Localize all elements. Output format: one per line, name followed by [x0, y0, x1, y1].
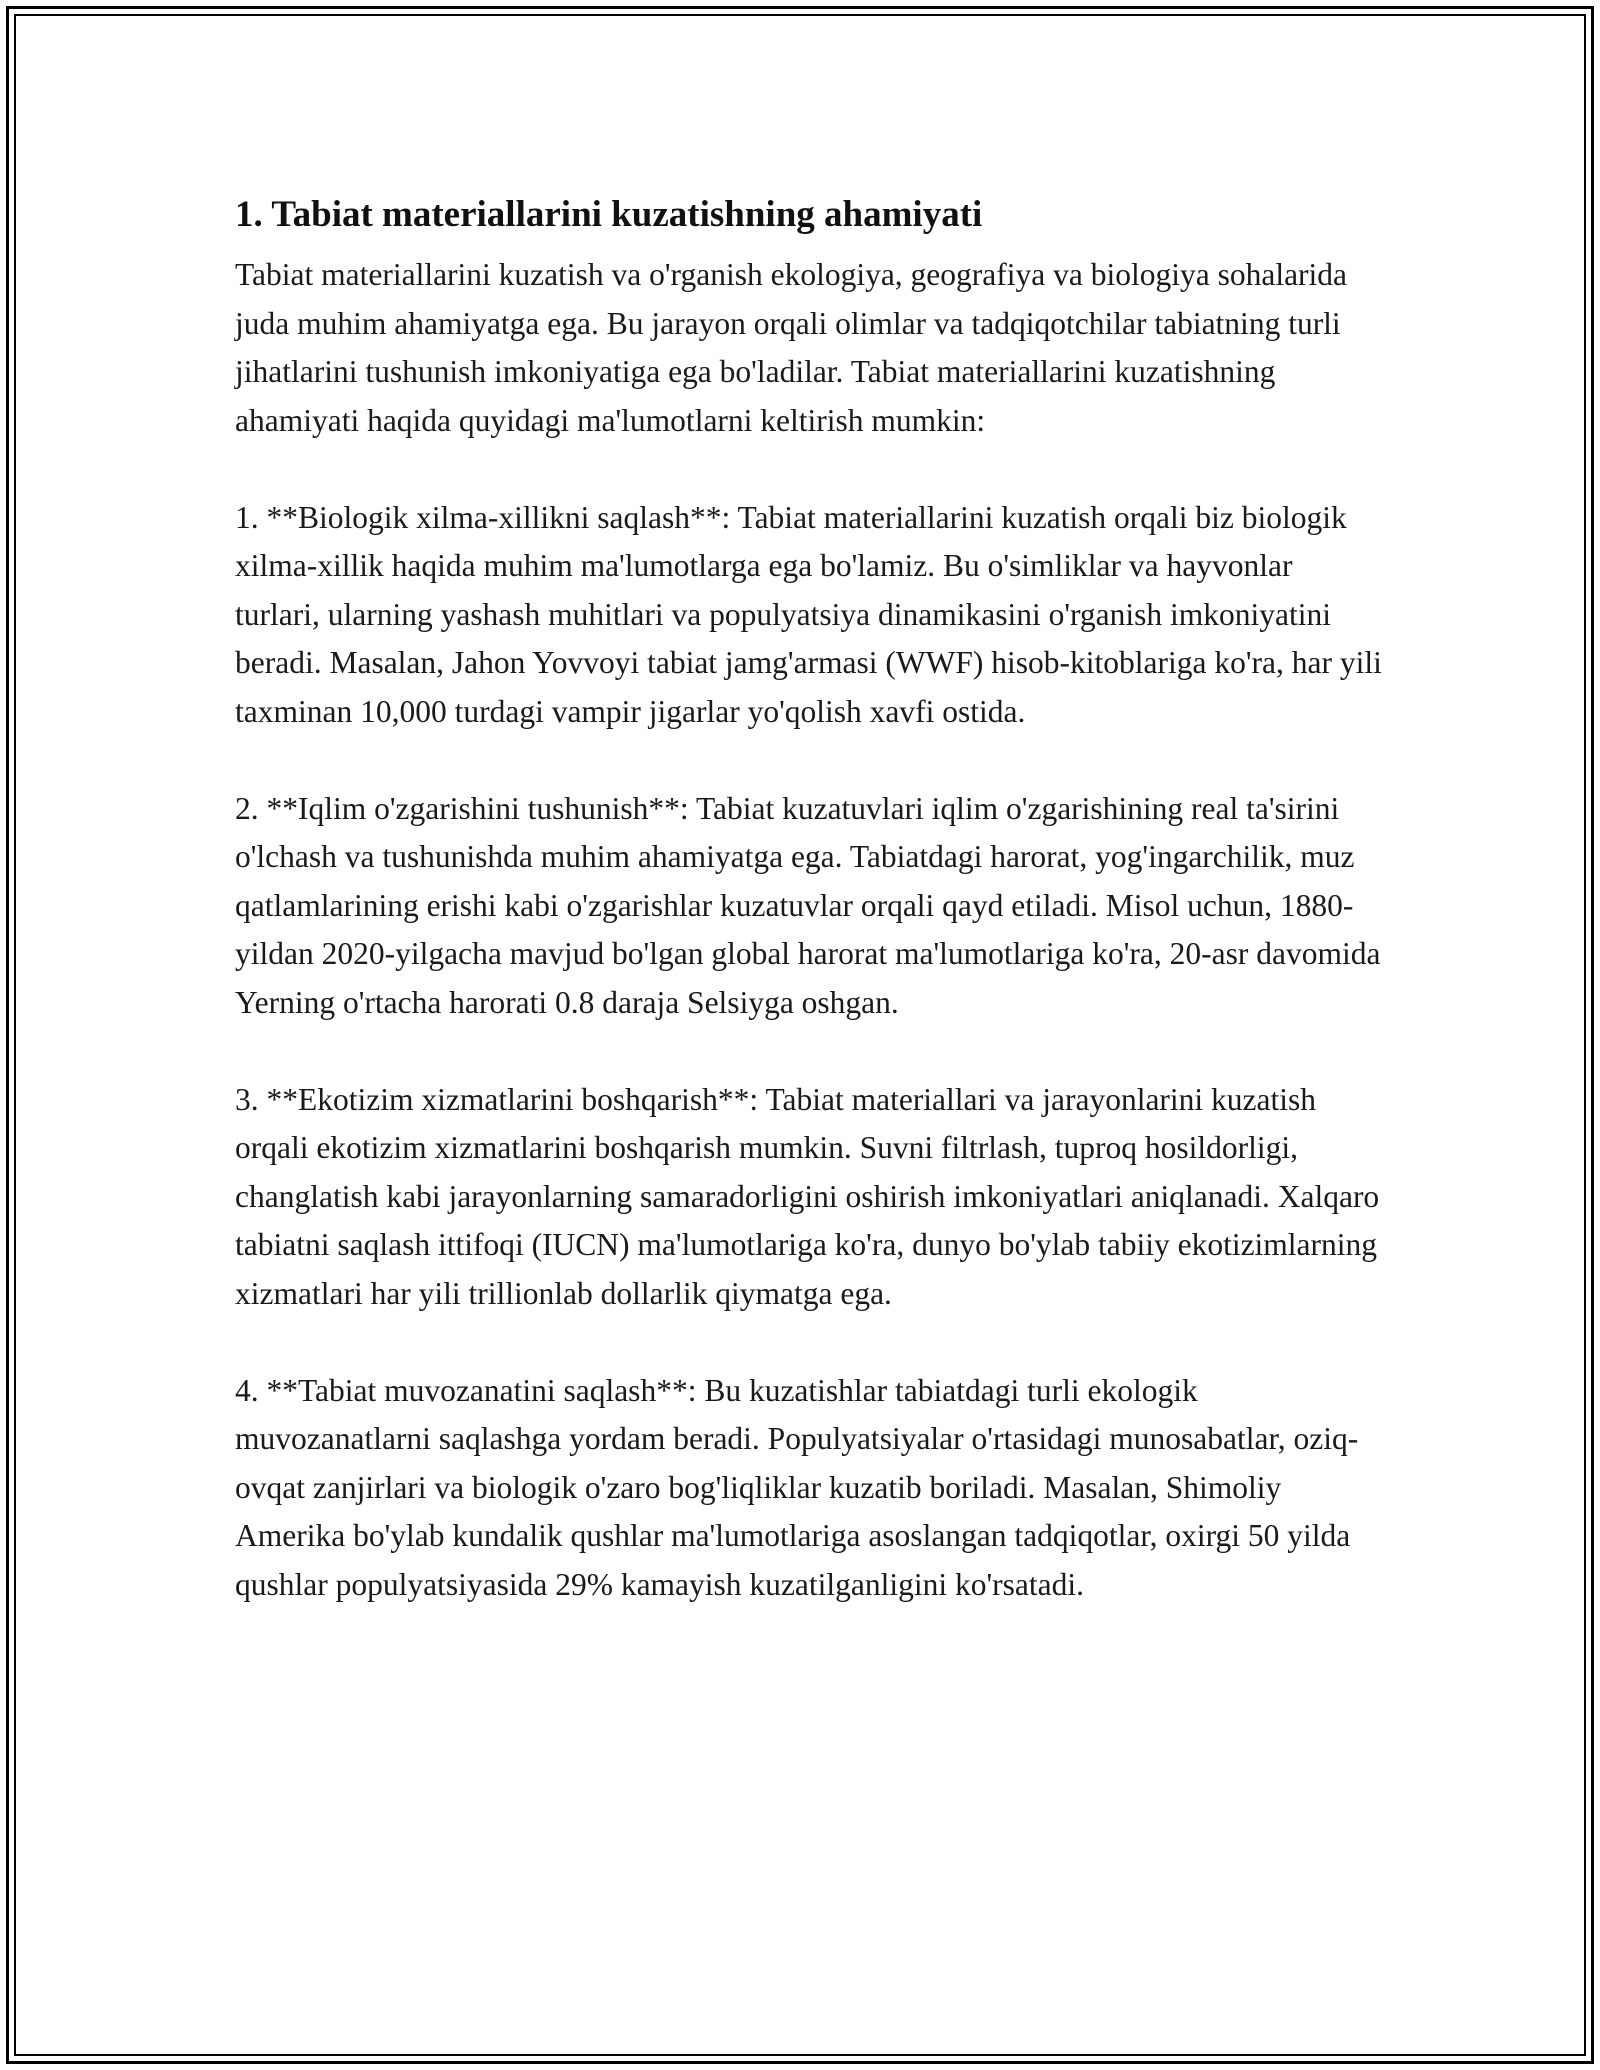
document-body: [235, 186, 1385, 1609]
section-heading: 1. Tabiat materiallarini kuzatishning ahamiyati: [235, 194, 983, 235]
list-item-biodiversity: 1. **Biologik xilma-xillikni saqlash**: Tabiat materiallarini kuzatish orqali biz biologik xilma-xillik haqida muhim ma'lumotlarga ega bo'lamiz. Bu o'simliklar va hayvonlar turlari, ularning yashash muhitlari va populyatsiya dinamikasini o'rganish imkoniyatini beradi. Masalan, Jahon Yovvoyi tabiat jamg'armasi (WWF) hisob-kitoblariga ko'ra, har yili taxminan 10,000 turdagi vampir jigarlar yo'qolish xavfi ostida.: [235, 499, 1382, 729]
list-item-climate-change: 2. **Iqlim o'zgarishini tushunish**: Tabiat kuzatuvlari iqlim o'zgarishining real ta'sirini o'lchash va tushunishda muhim ahamiyatga ega. Tabiatdagi harorat, yog'ingarchilik, muz qatlamlarining erishi kabi o'zgarishlar kuzatuvlar orqali qayd etiladi. Misol uchun, 1880-yildan 2020-yilgacha mavjud bo'lgan global harorat ma'lumotlariga ko'ra, 20-asr davomida Yerning o'rtacha harorati 0.8 daraja Selsiyga oshgan.: [235, 790, 1381, 1020]
intro-paragraph: Tabiat materiallarini kuzatish va o'rganish ekologiya, geografiya va biologiya sohalarida juda muhim ahamiyatga ega. Bu jarayon orqali olimlar va tadqiqotchilar tabiatning turli jihatlarini tushunish imkoniyatiga ega bo'ladilar. Tabiat materiallarini kuzatishning ahamiyati haqida quyidagi ma'lumotlarni keltirish mumkin:: [235, 257, 1348, 438]
list-item-ecosystem-services: 3. **Ekotizim xizmatlarini boshqarish**: Tabiat materiallari va jarayonlarini kuzatish orqali ekotizim xizmatlarini boshqarish mumkin. Suvni filtrlash, tuproq hosildorligi, changlatish kabi jarayonlarning samaradorligini oshirish imkoniyatlari aniqlanadi. Xalqaro tabiatni saqlash ittifoqi (IUCN) ma'lumotlariga ko'ra, dunyo bo'ylab tabiiy ekotizimlarning xizmatlari har yili trillionlab dollarlik qiymatga ega.: [235, 1081, 1380, 1311]
list-item-nature-balance: 4. **Tabiat muvozanatini saqlash**: Bu kuzatishlar tabiatdagi turli ekologik muvozanatlarni saqlashga yordam beradi. Populyatsiyalar o'rtasidagi munosabatlar, oziq-ovqat zanjirlari va biologik o'zaro bog'liqliklar kuzatib boriladi. Masalan, Shimoliy Amerika bo'ylab kundalik qushlar ma'lumotlariga asoslangan tadqiqotlar, oxirgi 50 yilda qushlar populyatsiyasida 29% kamayish kuzatilganligini ko'rsatadi.: [235, 1372, 1359, 1602]
